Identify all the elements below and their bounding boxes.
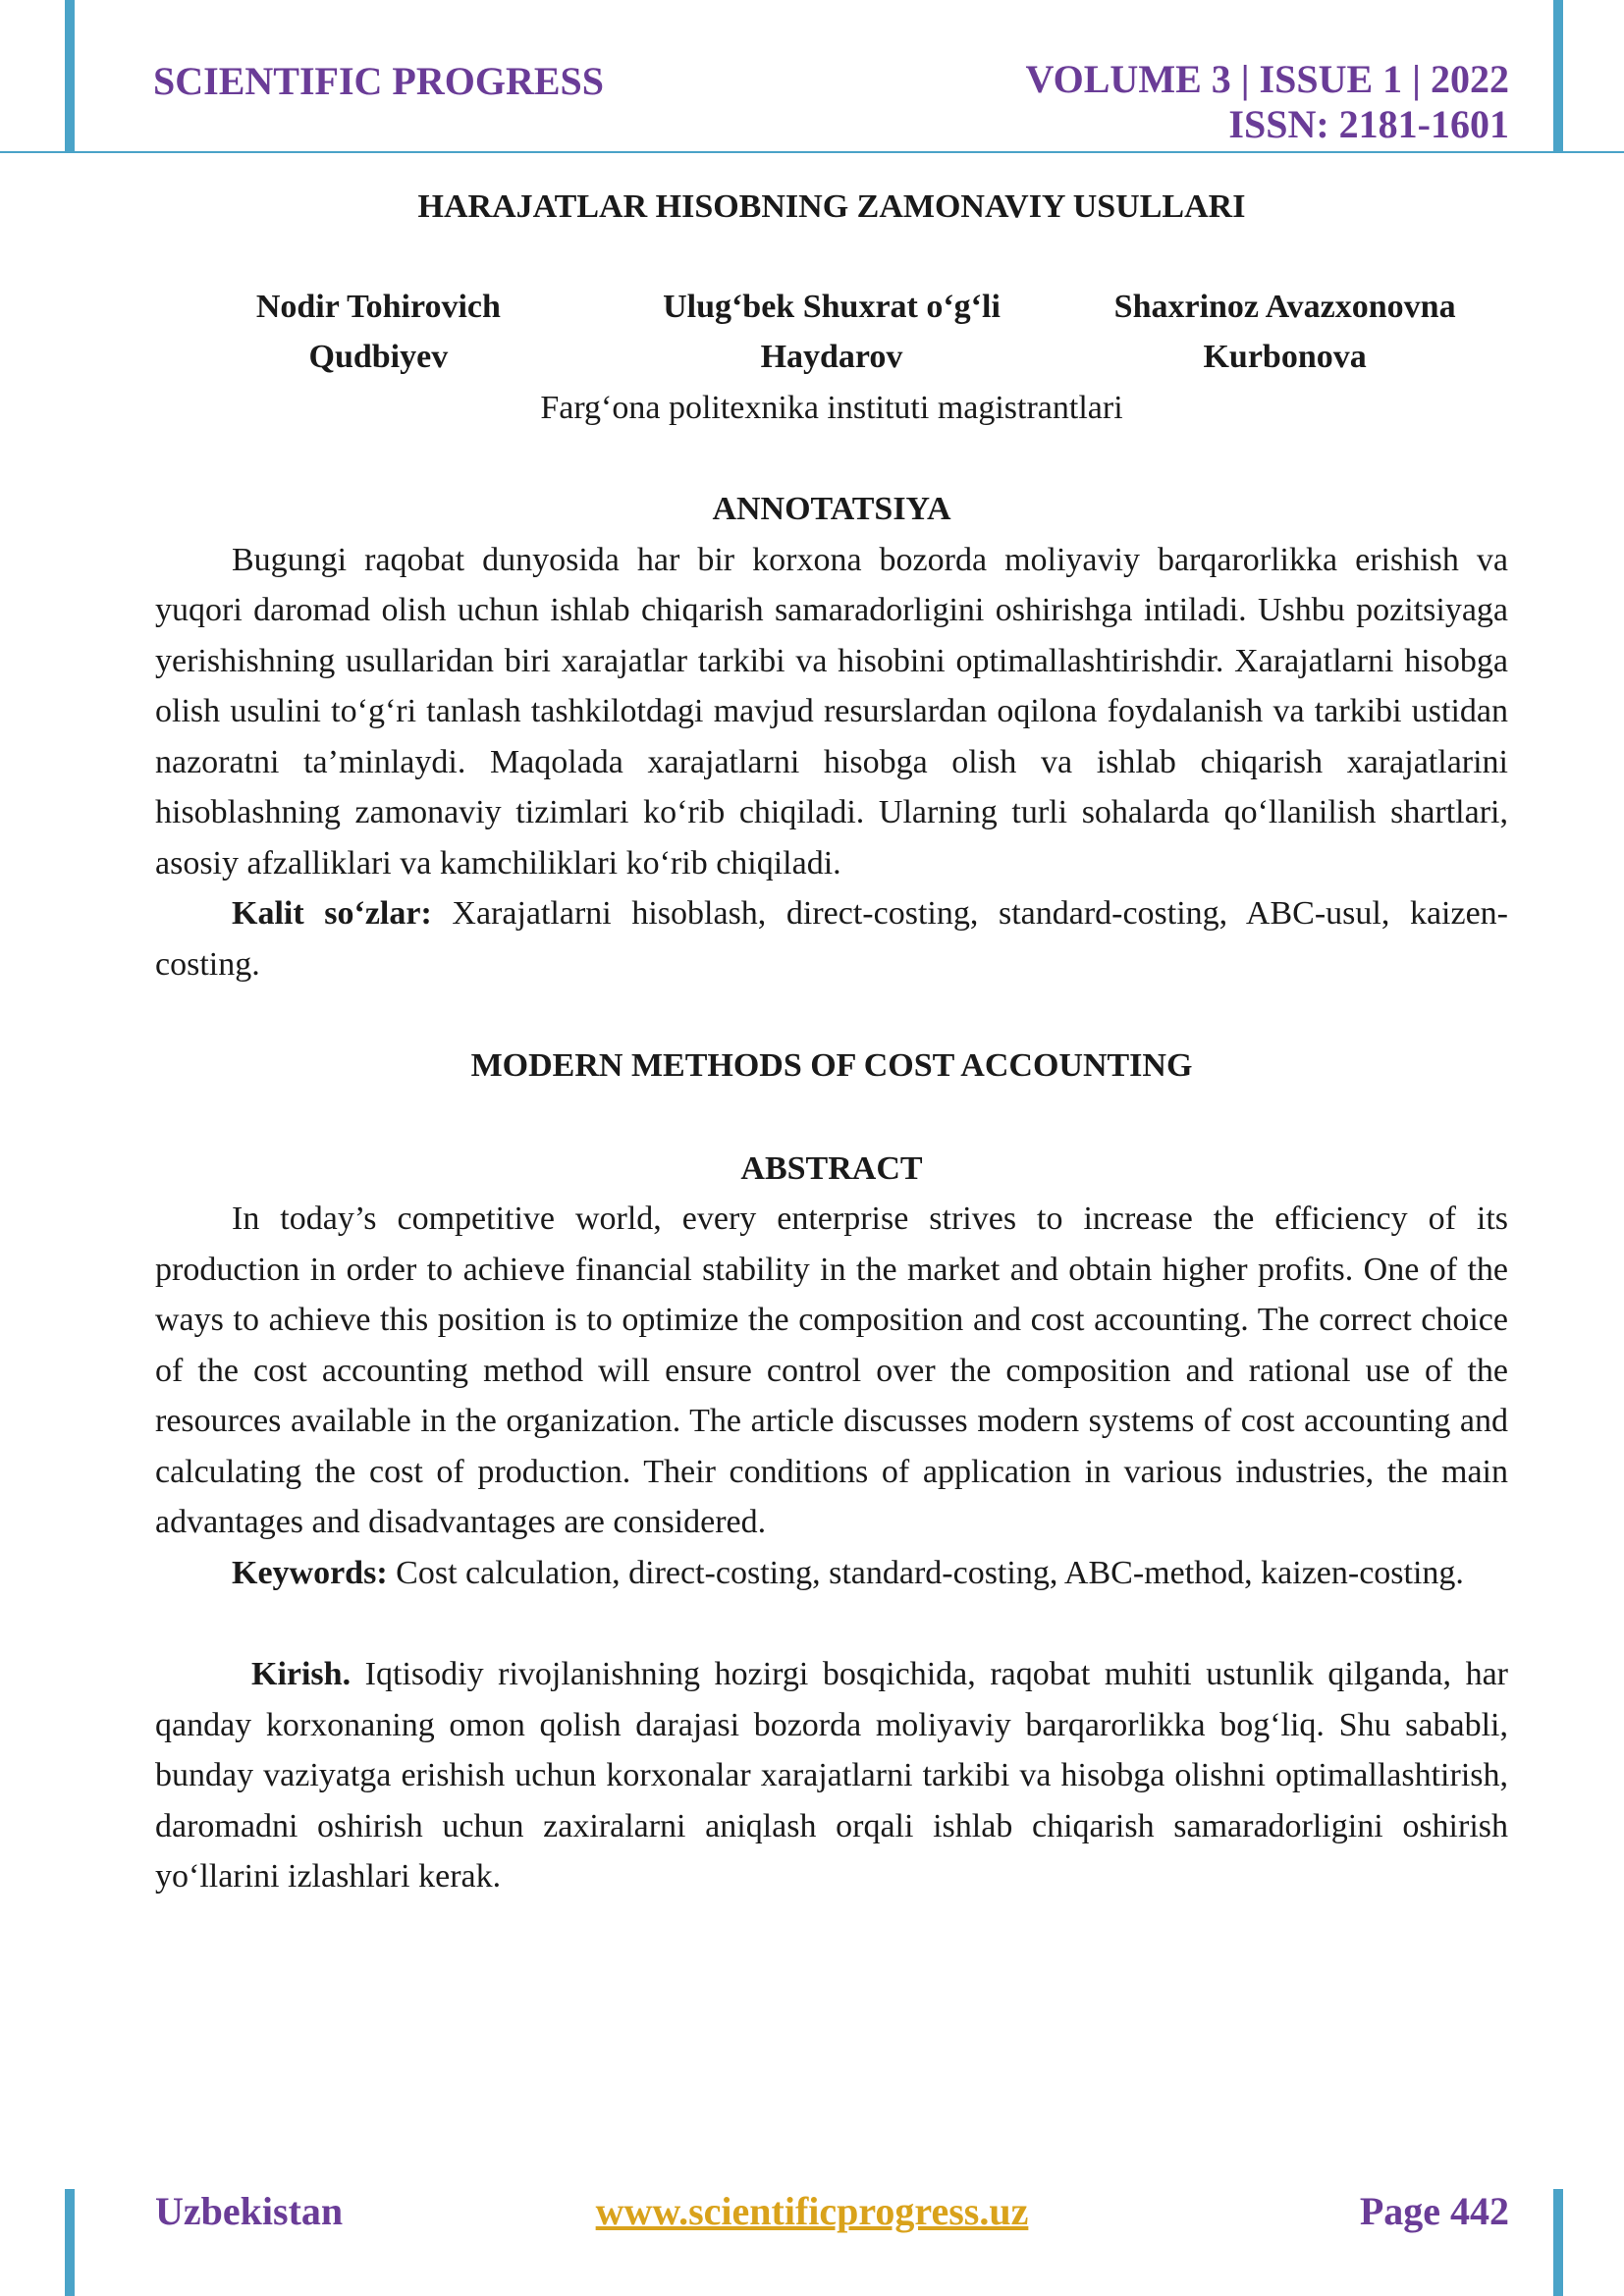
journal-name: SCIENTIFIC PROGRESS — [153, 59, 605, 103]
page-number: Page 442 — [1359, 2189, 1509, 2233]
header-left-bar — [65, 0, 75, 153]
article-title-en: MODERN METHODS OF COST ACCOUNTING — [470, 1047, 1193, 1084]
author-2-first: Ulug‘bek Shuxrat o‘g‘li — [663, 288, 1001, 325]
keywords-en-text: Cost calculation, direct-costing, standard-costing, ABC-method, kaizen-costing. — [387, 1554, 1464, 1591]
header-rule — [0, 151, 1624, 153]
footer-website-link[interactable]: www.scientificprogress.uz — [595, 2189, 1029, 2233]
author-list — [155, 282, 1508, 383]
keywords-en — [155, 1548, 1508, 1599]
keywords-uz-text: Xarajatlarni hisoblash, direct-costing, standard-costing, ABC-usul, kaizen-costing. — [155, 895, 1508, 983]
author-1 — [155, 282, 602, 383]
author-1-last: Qudbiyev — [308, 339, 449, 375]
author-2-last: Haydarov — [760, 339, 903, 375]
issn: ISSN: 2181-1601 — [1228, 102, 1509, 146]
keywords-en-label: Keywords: — [232, 1554, 388, 1591]
intro-text: Iqtisodiy rivojlanishning hozirgi bosqichida, raqobat muhiti ustunlik qilganda, har qanday korxonaning omon qolish darajasi bozorda moliyaviy barqarorlikka bog‘liq. Shu sababli, bunday vaziyatga erishish uchun korxonalar xarajatlarni tarkibi va hisobga olishni optimallashtirish, daromadni oshirish uchun zaxiralarni aniqlash orqali ishlab chiqarish samaradorligini oshirish yo‘llarini izlashlari kerak. — [155, 1656, 1508, 1895]
article-body — [155, 177, 1508, 1902]
article-title-uz: HARAJATLAR HISOBNING ZAMONAVIY USULLARI — [417, 188, 1246, 225]
footer-country: Uzbekistan — [155, 2189, 344, 2233]
keywords-uz — [155, 888, 1508, 989]
annotation-heading: ANNOTATSIYA — [712, 491, 951, 527]
affiliation: Farg‘ona politexnika instituti magistrantlari — [540, 389, 1123, 426]
annotation-paragraph: Bugungi raqobat dunyosida har bir korxona bozorda moliyaviy barqarorlikka erishish va yuqori daromad olish uchun ishlab chiqarish samaradorligini oshirishga intiladi. Ushbu pozitsiyaga yerishishning usullaridan biri xarajatlar tarkibi va hisobini optimallashtirishdir. Xarajatlarni hisobga olish usulini to‘g‘ri tanlash tashkilotdagi mavjud resurslardan oqilona foydalanish va tarkibi ustidan nazoratni ta’minlaydi. Maqolada xarajatlarni hisobga olish va ishlab chiqarish xarajatlarini hisoblashning zamonaviy tizimlari ko‘rib chiqiladi. Ularning turli sohalarda qo‘llanilish shartlari, asosiy afzalliklari va kamchiliklari ko‘rib chiqiladi. — [155, 541, 1508, 881]
abstract-heading: ABSTRACT — [740, 1149, 923, 1187]
author-3-last: Kurbonova — [1203, 339, 1367, 375]
intro-label: Kirish. — [251, 1656, 352, 1692]
header-right-bar — [1553, 0, 1563, 153]
intro-paragraph — [155, 1649, 1508, 1902]
author-2 — [609, 282, 1056, 383]
journal-issue-info — [1026, 57, 1509, 147]
abstract-paragraph: In today’s competitive world, every enterprise strives to increase the efficiency of its production in order to achieve financial stability in the market and obtain higher profits. One of the ways to achieve this position is to optimize the composition and cost accounting. The correct choice of the cost accounting method will ensure control over the composition and rational use of the resources available in the organization. The article discusses modern systems of cost accounting and calculating the cost of production. Their conditions of application in various industries, the main advantages and disadvantages are considered. — [155, 1201, 1508, 1540]
author-3 — [1061, 282, 1508, 383]
author-1-first: Nodir Tohirovich — [255, 288, 501, 325]
volume-issue-year: VOLUME 3 | ISSUE 1 | 2022 — [1025, 57, 1509, 101]
keywords-uz-label: Kalit so‘zlar: — [232, 895, 432, 932]
author-3-first: Shaxrinoz Avazxonovna — [1113, 288, 1456, 325]
